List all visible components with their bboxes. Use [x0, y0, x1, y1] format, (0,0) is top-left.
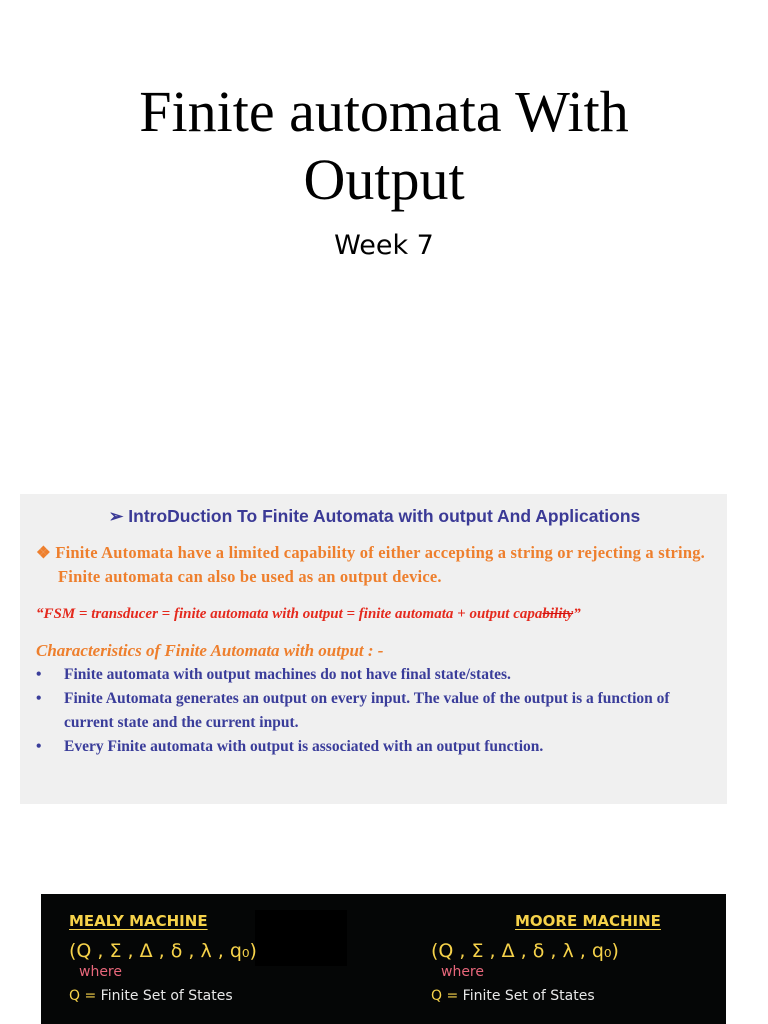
slide-subtitle: Week 7 [334, 230, 434, 261]
struck-text: bility [542, 606, 574, 622]
list-item [36, 687, 713, 735]
fsm-quote [36, 606, 713, 623]
mealy-machine-column [69, 894, 257, 1004]
slide-title-line2: Output [303, 147, 465, 212]
fsm-quote-text: “FSM = transducer = finite automata with output = finite automata + output capability [36, 606, 574, 622]
list-item-text: Every Finite automata with output is associated with an output function. [64, 738, 544, 755]
list-item [36, 663, 713, 687]
moore-machine-column [431, 894, 661, 1004]
mealy-q-label: Q = [69, 988, 97, 1004]
bullet-dot-icon: • [36, 690, 42, 707]
bullet-dot-icon: • [36, 738, 42, 755]
intro-panel [20, 494, 727, 804]
moore-where: where [441, 964, 484, 980]
intro-paragraph-text: Finite Automata have a limited capability of either accepting a string or rejecting a string. Finite automata can also be used as an output device. [55, 543, 705, 586]
list-item-text: Finite automata with output machines do not have final state/states. [64, 666, 511, 683]
mealy-q-definition [69, 988, 257, 1004]
moore-machine-title: MOORE MACHINE [515, 912, 661, 930]
list-item-text: Finite Automata generates an output on every input. The value of the output is a function of current state and the current input. [64, 690, 670, 731]
intro-paragraph [36, 541, 713, 589]
arrow-bullet-icon: ➢ [108, 506, 124, 526]
slide-title [0, 78, 768, 214]
characteristics-list [36, 663, 713, 759]
mealy-where: where [79, 964, 122, 980]
moore-tuple: (Q , Σ , Δ , δ , λ , q₀) [431, 940, 619, 962]
slide-title-line1: Finite automata With [139, 79, 629, 144]
mealy-tuple: (Q , Σ , Δ , δ , λ , q₀) [69, 940, 257, 962]
moore-q-value: Finite Set of States [462, 988, 595, 1004]
chalkboard-image [41, 894, 726, 1024]
moore-q-definition [431, 988, 661, 1004]
mealy-q-value: Finite Set of States [100, 988, 233, 1004]
intro-heading-text: IntroDuction To Finite Automata with output And Applications [128, 506, 641, 526]
board-dark-patch [255, 910, 347, 966]
mealy-machine-title: MEALY MACHINE [69, 912, 208, 930]
diamond-bullet-icon: ❖ [36, 543, 51, 562]
characteristics-heading: Characteristics of Finite Automata with output : - [36, 641, 384, 660]
intro-heading [36, 506, 713, 527]
moore-q-label: Q = [431, 988, 459, 1004]
bullet-dot-icon: • [36, 666, 42, 683]
fsm-quote-end: ” [573, 606, 581, 622]
list-item [36, 735, 713, 759]
